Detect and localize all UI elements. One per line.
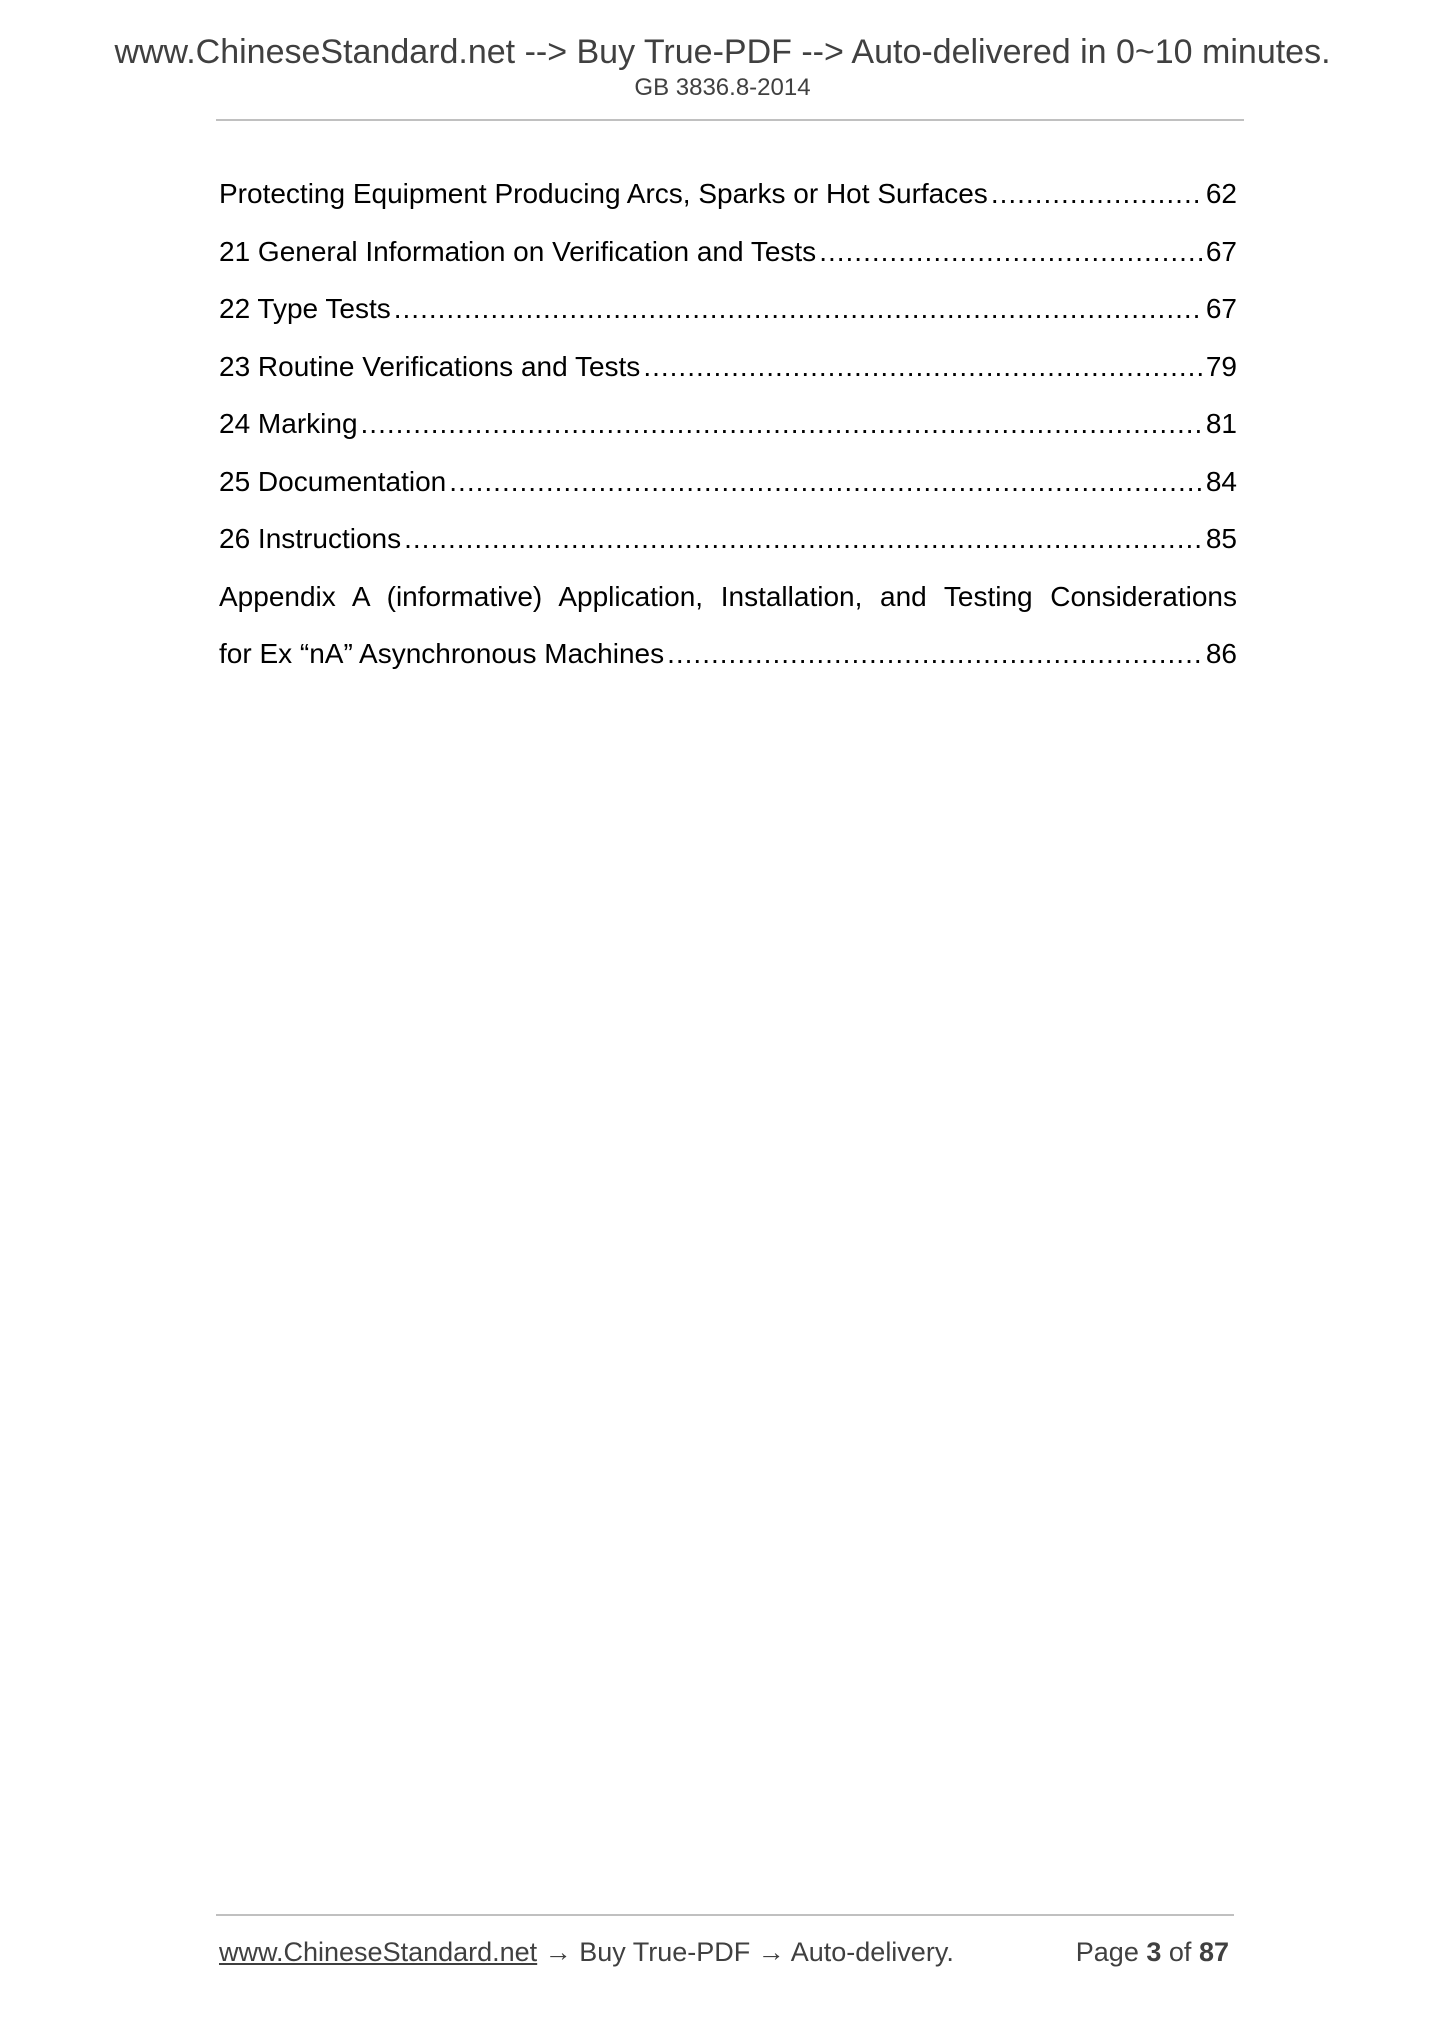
toc-entry-label: Protecting Equipment Producing Arcs, Sparks or Hot Surfaces	[219, 178, 988, 209]
toc-entry[interactable]	[219, 395, 1237, 453]
footer-promo-text: → Buy True-PDF → Auto-delivery.	[537, 1937, 954, 1967]
toc-entry[interactable]	[219, 223, 1237, 281]
total-pages: 87	[1198, 1937, 1229, 1967]
toc-dot-leader	[361, 395, 1203, 453]
toc-entry[interactable]	[219, 165, 1237, 223]
toc-entry-page: 67	[1205, 235, 1237, 267]
toc-dot-leader	[667, 625, 1203, 683]
toc-entry-page: 81	[1205, 408, 1237, 439]
page-of: of	[1168, 1937, 1192, 1967]
toc-entry[interactable]	[219, 510, 1237, 568]
toc-entry[interactable]	[219, 453, 1237, 511]
page-prefix: Page	[1075, 1937, 1139, 1967]
toc-entry-page: 79	[1205, 350, 1237, 382]
toc-entry-page: 85	[1205, 523, 1237, 554]
header-divider	[216, 119, 1244, 121]
toc-entry-label: 26 Instructions	[219, 523, 402, 554]
toc-entry-label: 23 Routine Verifications and Tests	[219, 350, 641, 382]
standard-code: GB 3836.8-2014	[634, 74, 811, 101]
toc-entry-page: 84	[1205, 465, 1237, 497]
toc-entry-label: 22 Type Tests	[219, 293, 391, 324]
current-page: 3	[1146, 1937, 1162, 1967]
toc-entry-page: 67	[1205, 293, 1237, 324]
toc-entry[interactable]	[219, 338, 1237, 396]
table-of-contents	[219, 165, 1237, 683]
toc-dot-leader	[394, 280, 1203, 338]
toc-entry-label: 24 Marking	[219, 408, 358, 439]
toc-entry[interactable]	[219, 625, 1237, 683]
toc-dot-leader	[991, 165, 1203, 223]
footer-divider	[216, 1914, 1234, 1916]
toc-dot-leader	[643, 338, 1203, 396]
page-header	[0, 30, 1445, 102]
toc-dot-leader	[404, 510, 1203, 568]
page-footer	[219, 1934, 1229, 1970]
toc-entry[interactable]	[219, 280, 1237, 338]
toc-dot-leader	[819, 223, 1203, 281]
toc-dot-leader	[449, 453, 1203, 511]
toc-entry-label: for Ex “nA” Asynchronous Machines	[219, 638, 665, 669]
toc-entry-label: 21 General Information on Verification and Tests	[219, 235, 817, 267]
toc-appendix-title[interactable]: Appendix A (informative) Application, Installation, and Testing Considerations	[219, 580, 1237, 612]
footer-site-link[interactable]: www.ChineseStandard.net	[219, 1937, 538, 1967]
toc-entry-page: 62	[1205, 178, 1237, 209]
page-number	[1076, 1934, 1229, 1970]
toc-entry-page: 86	[1205, 638, 1237, 669]
toc-entry-label: 25 Documentation	[219, 465, 447, 497]
header-banner: www.ChineseStandard.net --> Buy True-PDF --> Auto-delivered in 0~10 minutes.	[114, 33, 1331, 71]
